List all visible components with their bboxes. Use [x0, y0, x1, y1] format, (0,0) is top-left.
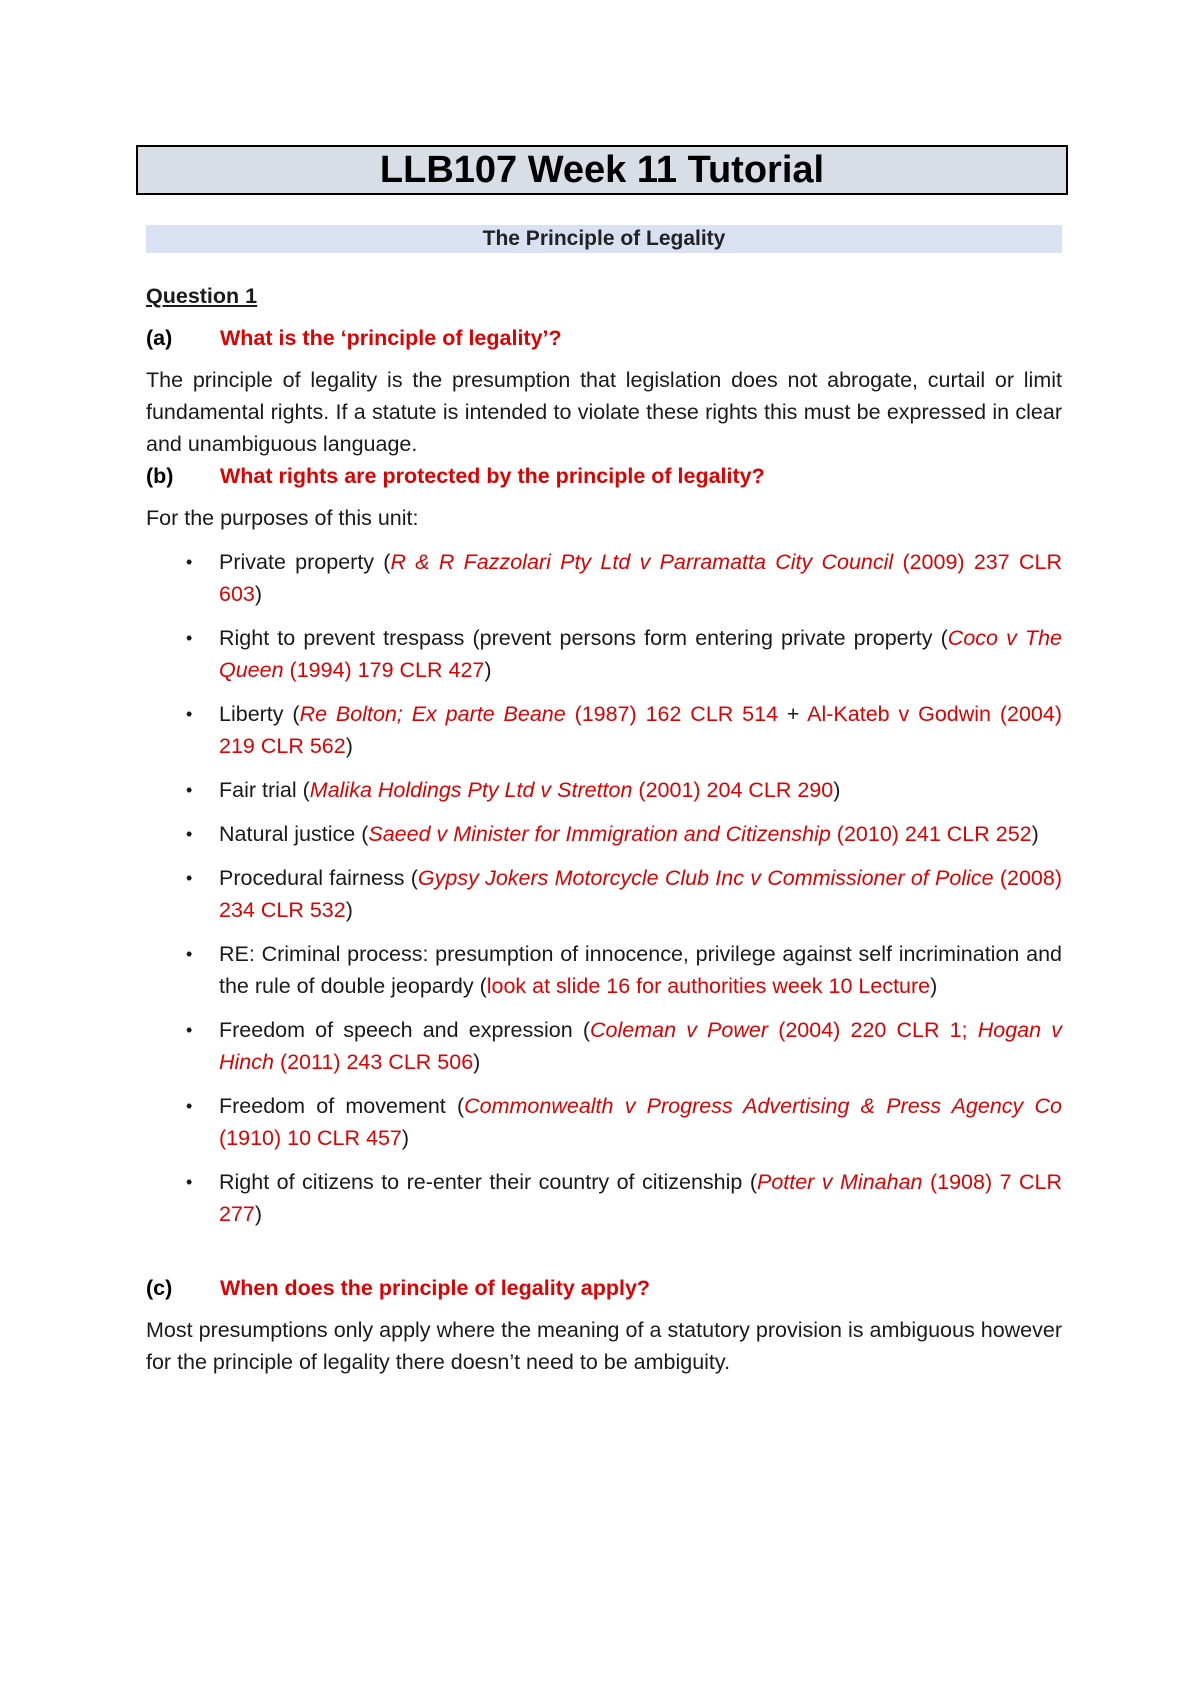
case-name: Re Bolton; Ex parte Beane — [299, 702, 566, 726]
item-close: ) — [401, 1126, 410, 1150]
item-label: Freedom of movement ( — [219, 1094, 465, 1118]
section-subtitle: The Principle of Legality — [146, 225, 1062, 253]
sub-question-text: What rights are protected by the principle of legality? — [220, 464, 765, 488]
document-body — [146, 280, 1062, 1378]
case-citation: (1910) 10 CLR 457 — [219, 1126, 402, 1150]
case-citation: (2001) 204 CLR 290 — [632, 778, 834, 802]
list-item — [146, 1014, 1062, 1078]
case-name: Commonwealth v Progress Advertising & Press Agency Co — [464, 1094, 1062, 1118]
sub-question-letter: (a) — [146, 326, 173, 350]
answer-b-intro: For the purposes of this unit: — [146, 506, 419, 530]
sub-question-b — [146, 460, 1062, 492]
question-heading: Question 1 — [146, 284, 258, 308]
sub-question-c — [146, 1272, 1062, 1304]
sub-question-text: What is the ‘principle of legality’? — [220, 326, 562, 350]
item-label: Right to prevent trespass (prevent persons form entering private property ( — [219, 626, 948, 650]
list-item — [146, 1090, 1062, 1154]
bullet-icon: • — [186, 824, 193, 844]
list-item — [146, 938, 1062, 1002]
sub-question-text: When does the principle of legality apply? — [220, 1276, 651, 1300]
item-close: ) — [930, 974, 938, 998]
item-label: Procedural fairness ( — [219, 866, 418, 890]
bullet-icon: • — [186, 780, 193, 800]
plus-separator: + — [778, 702, 808, 726]
sub-question-a — [146, 322, 1062, 354]
answer-a: The principle of legality is the presumption that legislation does not abrogate, curtail or limit fundamental rights. If a statute is intended to violate these rights this must be expressed in clear and unambiguous language. — [146, 368, 1062, 456]
bullet-icon: • — [186, 552, 193, 572]
case-name-2: Hogan v Hinch — [219, 1018, 1062, 1074]
case-citation: (2004) 220 CLR 1; — [768, 1018, 978, 1042]
case-name: Saeed v Minister for Immigration and Citizenship — [368, 822, 831, 846]
case-citation: (2010) 241 CLR 252 — [830, 822, 1032, 846]
item-label: Right of citizens to re-enter their country of citizenship ( — [219, 1170, 757, 1194]
bullet-icon: • — [186, 1172, 193, 1192]
case-name: Coleman v Power — [590, 1018, 769, 1042]
bullet-icon: • — [186, 704, 193, 724]
item-label: Liberty ( — [219, 702, 300, 726]
item-close: ) — [254, 1202, 263, 1226]
case-name: Coco v The Queen — [219, 626, 1063, 682]
list-item — [146, 622, 1062, 686]
list-item — [146, 818, 1062, 850]
item-label: Fair trial ( — [219, 778, 310, 802]
case-name: Potter v Minahan — [756, 1170, 923, 1194]
bullet-icon: • — [186, 628, 193, 648]
item-close: ) — [473, 1050, 481, 1074]
item-label: RE: Criminal process: presumption of innocence, privilege against self incrimination and the rule of double jeopardy ( — [219, 942, 1062, 998]
case-citation: (2009) 237 CLR 603 — [219, 550, 1062, 606]
sub-question-letter: (b) — [146, 464, 174, 488]
list-item — [146, 1166, 1062, 1230]
item-label: Private property ( — [219, 550, 391, 574]
case-name: Malika Holdings Pty Ltd v Stretton — [309, 778, 633, 802]
list-item — [146, 774, 1062, 806]
rights-list — [146, 546, 1062, 1230]
list-item — [146, 546, 1062, 610]
item-close: ) — [254, 582, 263, 606]
item-close: ) — [833, 778, 841, 802]
case-name: R & R Fazzolari Pty Ltd v Parramatta City Council — [390, 550, 894, 574]
item-close: ) — [484, 658, 492, 682]
item-label: Natural justice ( — [219, 822, 369, 846]
answer-c: Most presumptions only apply where the meaning of a statutory provision is ambiguous however for the principle of legality there doesn’t need to be ambiguity. — [146, 1318, 1062, 1374]
item-label: Freedom of speech and expression ( — [219, 1018, 591, 1042]
bullet-icon: • — [186, 868, 193, 888]
case-citation: (1994) 179 CLR 427 — [283, 658, 485, 682]
case-citation: look at slide 16 for authorities week 10 Lecture — [486, 974, 931, 998]
bullet-icon: • — [186, 1096, 193, 1116]
case-citation-extra: Al-Kateb v Godwin (2004) 219 CLR 562 — [219, 702, 1063, 758]
item-close: ) — [345, 734, 353, 758]
case-citation: (2008) 234 CLR 532 — [219, 866, 1062, 922]
item-close: ) — [1031, 822, 1039, 846]
sub-question-letter: (c) — [146, 1276, 173, 1300]
bullet-icon: • — [186, 944, 193, 964]
case-citation: (1987) 162 CLR 514 — [565, 702, 779, 726]
case-citation: (1908) 7 CLR 277 — [219, 1170, 1062, 1226]
case-citation-2: (2011) 243 CLR 506 — [273, 1050, 474, 1074]
list-item — [146, 698, 1062, 762]
case-name: Gypsy Jokers Motorcycle Club Inc v Commissioner of Police — [417, 866, 994, 890]
list-item — [146, 862, 1062, 926]
page-title: LLB107 Week 11 Tutorial — [136, 145, 1068, 195]
item-close: ) — [345, 898, 353, 922]
bullet-icon: • — [186, 1020, 193, 1040]
